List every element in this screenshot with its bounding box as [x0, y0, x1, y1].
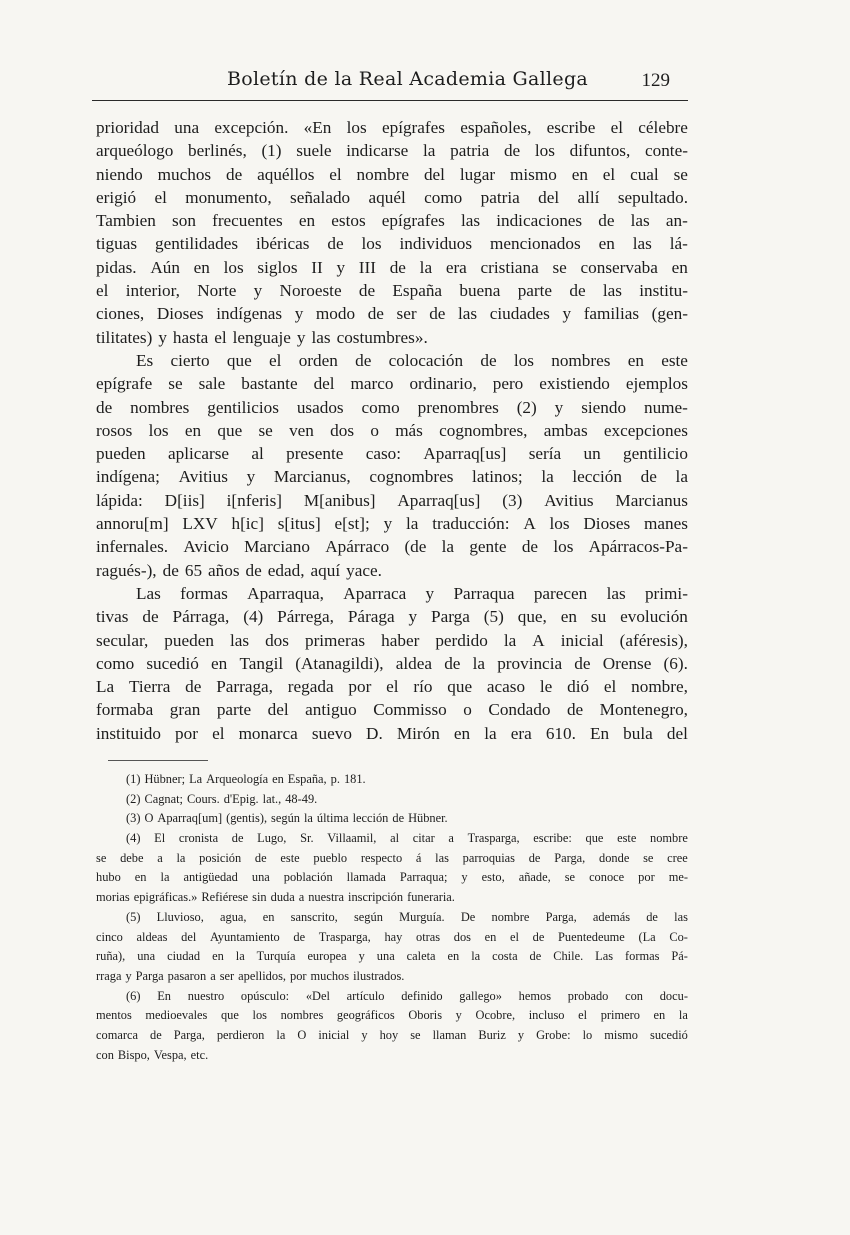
body-line: rosos los en que se ven dos o más cognombres, ambas excepciones — [96, 420, 688, 440]
footnote-line: (2) Cagnat; Cours. d'Epig. lat., 48-49. — [126, 791, 318, 806]
body-line: tivas de Párraga, (4) Párrega, Páraga y Parga (5) que, en su evolución — [96, 607, 688, 627]
running-title: Boletín de la Real Academia Gallega — [227, 68, 589, 90]
footnote-line: (4) El cronista de Lugo, Sr. Villaamil, al citar a Trasparga, escribe: que este nombre — [126, 831, 688, 846]
footnotes — [96, 770, 688, 1065]
footnote-line: se debe a la posición de este pueblo respecto á las parroquias de Parga, donde se cree — [96, 850, 688, 865]
body-line: Las formas Aparraqua, Aparraca y Parraqua parecen las primi- — [136, 583, 688, 603]
body-line: pueden aplicarse al presente caso: Aparraq[us] sería un gentilicio — [96, 444, 688, 464]
body-line: de nombres gentilicios usados como prenombres (2) y siendo nume- — [96, 397, 688, 417]
footnote-line: cinco aldeas del Ayuntamiento de Trasparga, hay otras dos en el de Puentedeume (La Co- — [96, 929, 688, 944]
body-line: annoru[m] LXV h[ic] s[itus] e[st]; y la traducción: A los Dioses manes — [96, 514, 688, 534]
footnote-line: mentos medioevales que los nombres geográficos Oboris y Ocobre, incluso el primero en la — [96, 1008, 688, 1023]
body-line: lápida: D[iis] i[nferis] M[anibus] Aparraq[us] (3) Avitius Marcianus — [96, 490, 688, 510]
body-line: Es cierto que el orden de colocación de los nombres en este — [136, 350, 688, 370]
footnote-line: (5) Lluvioso, agua, en sanscrito, según Murguía. De nombre Parga, además de las — [126, 909, 688, 924]
footnote-line: (1) Hübner; La Arqueología en España, p. 181. — [126, 772, 366, 786]
footnote-line: con Bispo, Vespa, etc. — [96, 1047, 209, 1062]
body-line: arqueólogo berlinés, (1) suele indicarse la patria de los difuntos, conte- — [96, 141, 688, 161]
footnote-line: rraga y Parga pasaron a ser apellidos, por muchos ilustrados. — [96, 968, 405, 983]
body-line: formaba gran parte del antiguo Commisso o Condado de Montenegro, — [96, 700, 688, 720]
footnote-line: hubo en la antigüedad una población llamada Parraqua; y esto, añade, se conoce por me- — [96, 870, 688, 885]
body-line: como sucedió en Tangil (Atanagildi), aldea de la provincia de Orense (6). — [96, 653, 688, 673]
body-line: ragués-), de 65 años de edad, aquí yace. — [96, 560, 382, 580]
body-line: ciones, Dioses indígenas y modo de ser de las ciudades y familias (gen- — [96, 304, 688, 324]
body-line: pidas. Aún en los siglos II y III de la era cristiana se conservaba en — [96, 257, 688, 277]
body-line: prioridad una excepción. «En los epígrafes españoles, escribe el célebre — [96, 118, 688, 137]
footnote-line: morias epigráficas.» Refiérese sin duda a nuestra inscripción funeraria. — [96, 890, 455, 905]
page-number: 129 — [641, 70, 670, 91]
body-line: epígrafe se sale bastante del marco ordinario, pero existiendo ejemplos — [96, 374, 688, 394]
running-header — [92, 66, 688, 101]
body-line: infernales. Avicio Marciano Apárraco (de la gente de los Apárracos-Pa- — [96, 537, 688, 557]
footnote-line: (3) O Aparraq[um] (gentis), según la última lección de Hübner. — [126, 811, 448, 826]
body-line: tiguas gentilidades ibéricas de los individuos mencionados en las lá- — [96, 234, 688, 254]
body-line: instituido por el monarca suevo D. Mirón en la era 610. En bula del — [96, 723, 688, 743]
body-line: indígena; Avitius y Marcianus, cognombres latinos; la lección de la — [96, 467, 688, 487]
footnote-line: (6) En nuestro opúsculo: «Del artículo definido gallego» hemos probado con docu- — [126, 988, 688, 1003]
body-line: niendo muchos de aquéllos el nombre del lugar mismo en el cual se — [96, 164, 688, 184]
body-text — [96, 116, 688, 745]
footnote-line: comarca de Parga, perdieron la O inicial y hoy se llaman Buriz y Grobe: lo mismo sucedió — [96, 1027, 688, 1042]
body-line: el interior, Norte y Noroeste de España buena parte de las institu- — [96, 281, 688, 301]
footnote-line: ruña), una ciudad en la Turquía europea y una caleta en la costa de Chile. Las formas Pá- — [96, 949, 688, 964]
body-line: tilitates) y hasta el lenguaje y las costumbres». — [96, 327, 428, 347]
body-line: erigió el monumento, señalado aquél como patria del allí sepultado. — [96, 187, 688, 207]
body-line: secular, pueden las dos primeras haber perdido la A inicial (aféresis), — [96, 630, 688, 650]
body-line: La Tierra de Parraga, regada por el río que acaso le dió el nombre, — [96, 677, 688, 697]
body-line: Tambien son frecuentes en estos epígrafes las indicaciones de las an- — [96, 211, 688, 231]
footnote-divider — [108, 760, 208, 761]
